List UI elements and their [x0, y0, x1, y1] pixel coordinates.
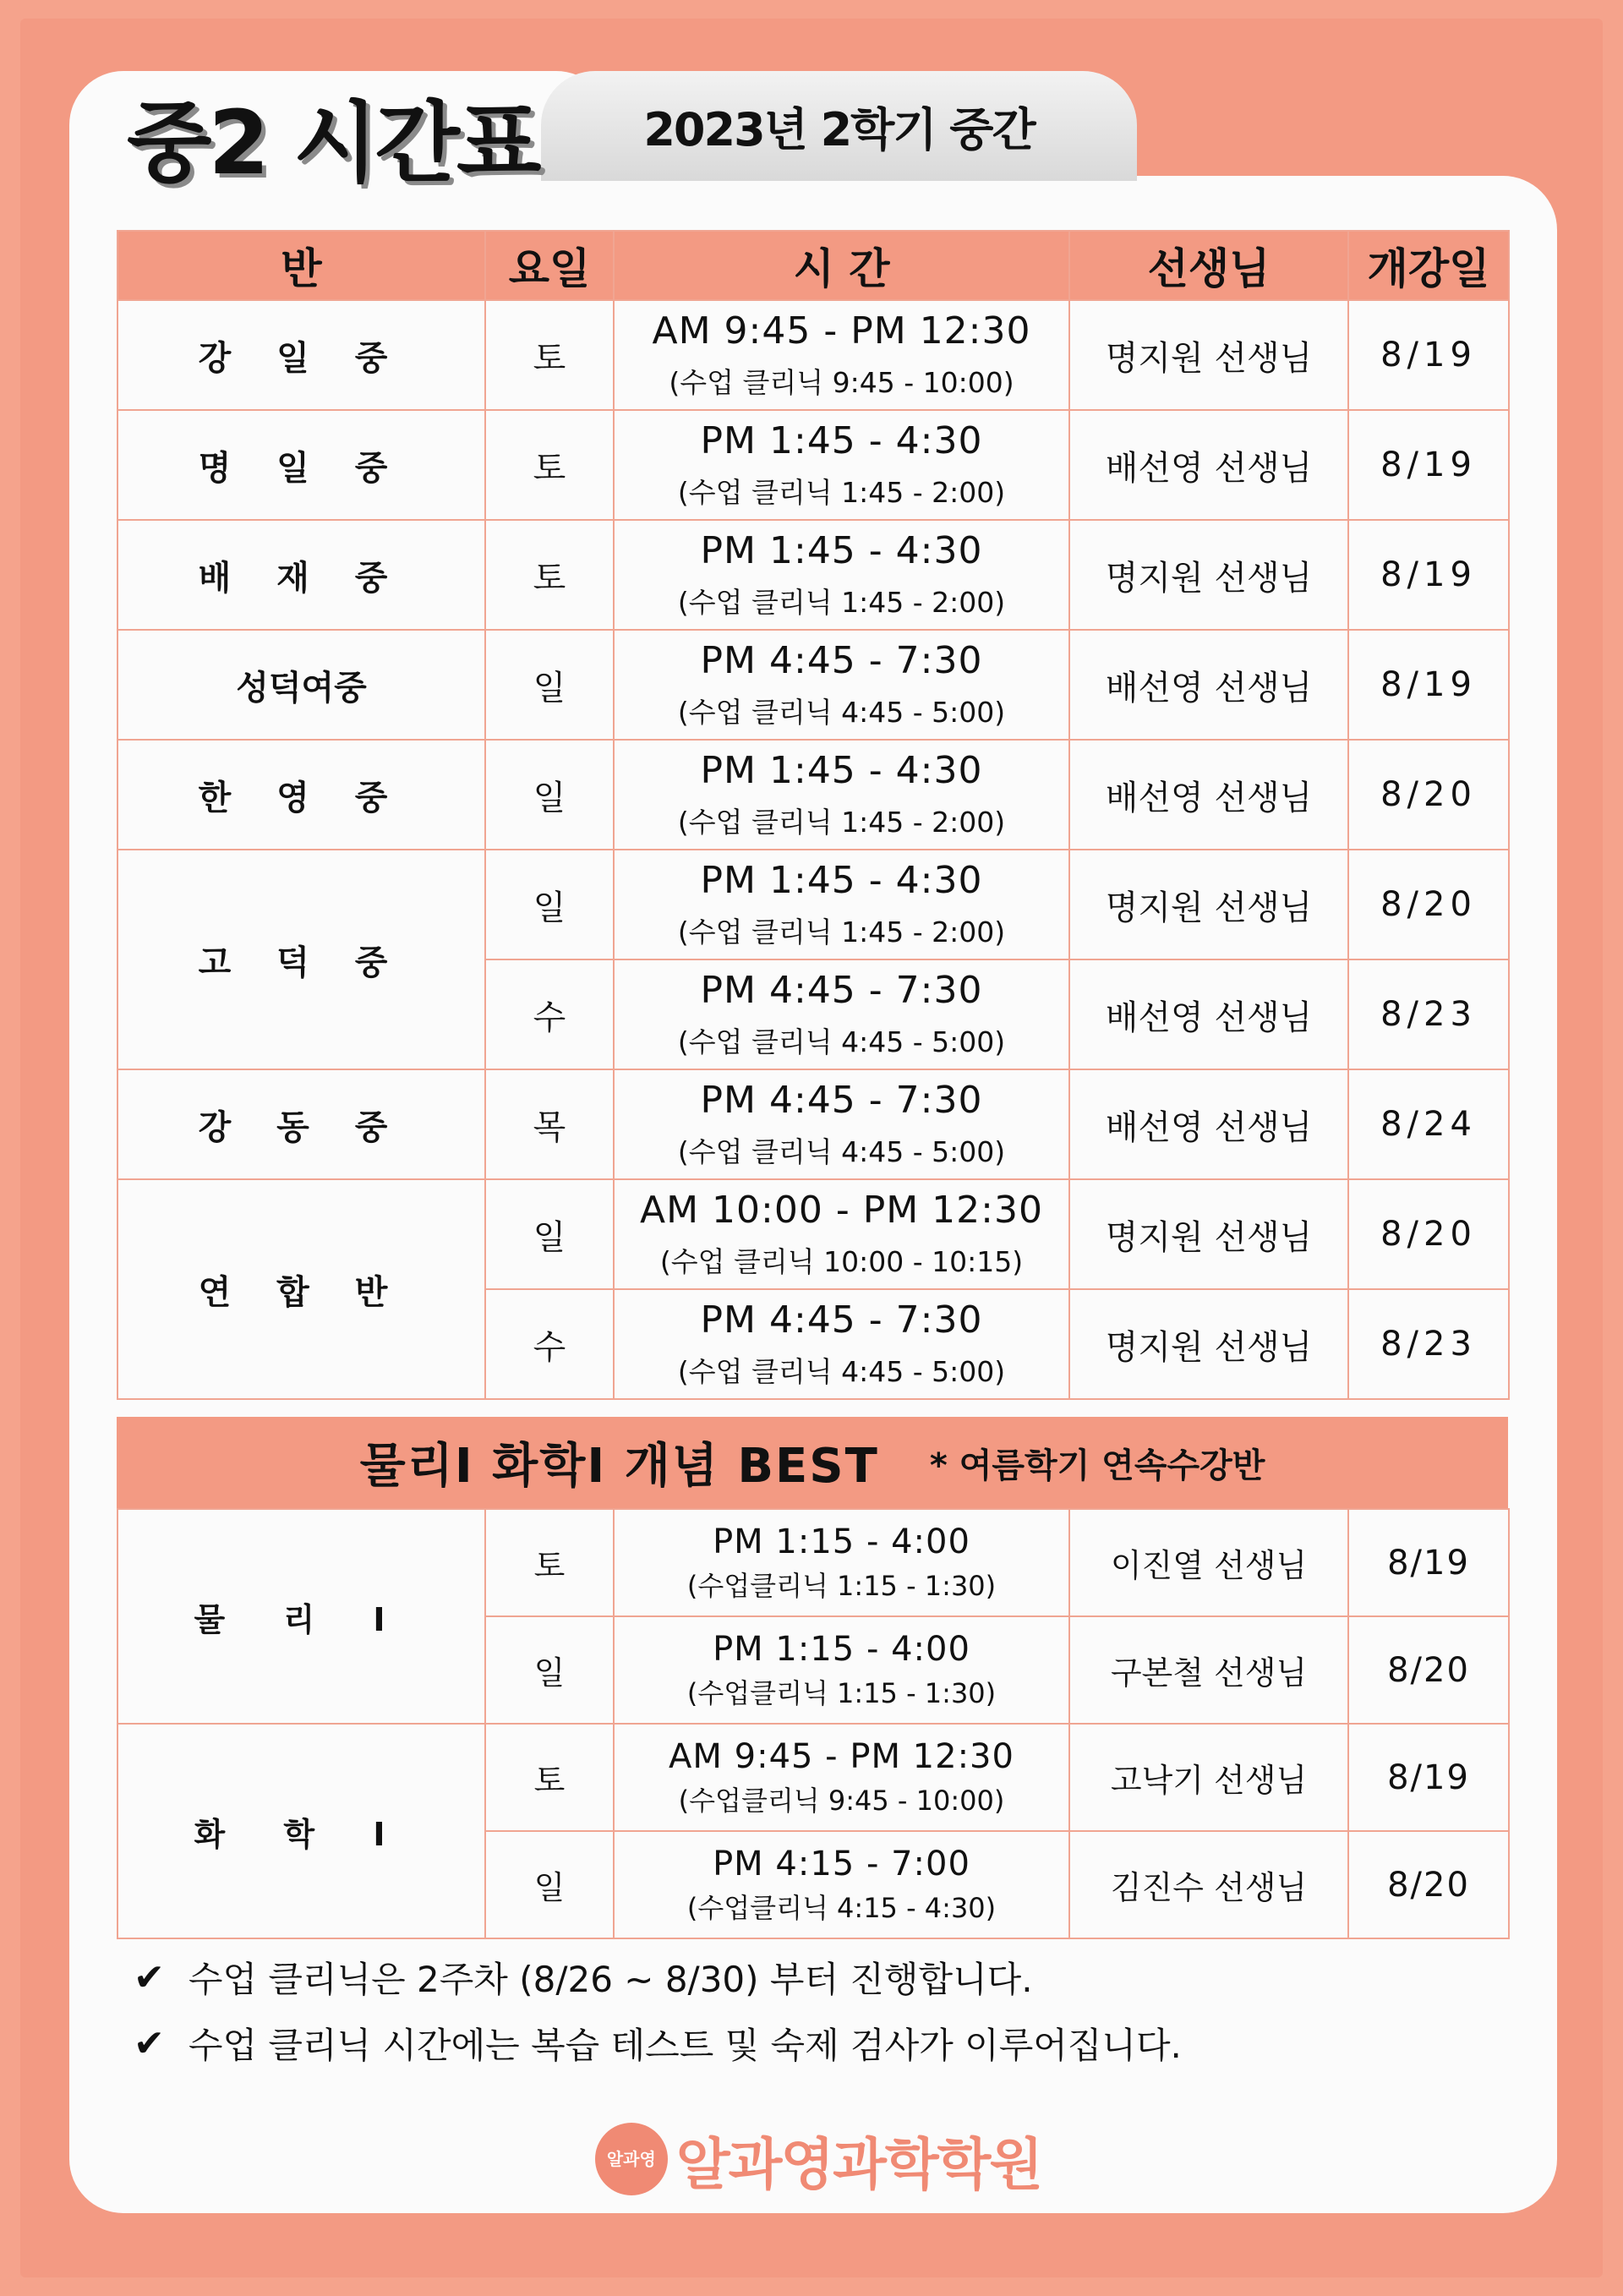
check-icon: ✔: [134, 1955, 165, 1999]
schedule-table: [117, 230, 1510, 1400]
teacher-cell: 고낙기 선생님: [1069, 1724, 1348, 1831]
school-name: 강 동 중: [117, 1069, 485, 1179]
clinic-time: (수업 클리닉 4:45 - 5:00): [677, 1135, 1006, 1168]
teacher-cell: 명지원 선생님: [1069, 850, 1348, 959]
clinic-time: (수업클리닉 4:15 - 4:30): [686, 1891, 997, 1924]
day-cell: 토: [485, 1724, 614, 1831]
clinic-time: (수업클리닉 9:45 - 10:00): [678, 1784, 1005, 1817]
school-name: 고 덕 중: [117, 850, 485, 1069]
start-date-cell: 8/19: [1348, 1509, 1509, 1616]
clinic-time: (수업 클리닉 1:45 - 2:00): [677, 476, 1006, 509]
table-row: [117, 1179, 1509, 1289]
clinic-time: (수업 클리닉 9:45 - 10:00): [669, 366, 1014, 399]
table-row: [117, 520, 1509, 630]
start-date-cell: 8/20: [1348, 1179, 1509, 1289]
check-icon: ✔: [134, 2021, 165, 2065]
table-row: [117, 1509, 1509, 1616]
teacher-cell: 배선영 선생님: [1069, 959, 1348, 1069]
day-cell: 목: [485, 1069, 614, 1179]
time-cell: [614, 1831, 1069, 1938]
subject-name: 화 학 Ⅰ: [117, 1724, 485, 1938]
clinic-time: (수업클리닉 1:15 - 1:30): [686, 1569, 997, 1602]
time-range: AM 10:00 - PM 12:30: [640, 1189, 1043, 1232]
teacher-cell: 배선영 선생님: [1069, 410, 1348, 520]
time-cell: [614, 1289, 1069, 1399]
start-date-cell: 8/19: [1348, 630, 1509, 740]
time-range: PM 1:45 - 4:30: [700, 419, 983, 462]
day-cell: 일: [485, 1831, 614, 1938]
time-cell: [614, 410, 1069, 520]
time-cell: [614, 1509, 1069, 1616]
page-title: 중2 시간표: [127, 91, 538, 194]
start-date-cell: 8/24: [1348, 1069, 1509, 1179]
time-range: PM 4:45 - 7:30: [700, 1079, 983, 1122]
day-cell: 토: [485, 1509, 614, 1616]
teacher-cell: 배선영 선생님: [1069, 630, 1348, 740]
time-cell: [614, 520, 1069, 630]
time-cell: [614, 1616, 1069, 1724]
col-start-date: 개강일: [1348, 231, 1509, 300]
teacher-cell: 배선영 선생님: [1069, 1069, 1348, 1179]
day-cell: 수: [485, 959, 614, 1069]
time-cell: [614, 1069, 1069, 1179]
clinic-time: (수업 클리닉 1:45 - 2:00): [677, 806, 1006, 839]
teacher-cell: 배선영 선생님: [1069, 740, 1348, 850]
time-cell: [614, 630, 1069, 740]
time-range: PM 1:15 - 4:00: [713, 1629, 970, 1669]
table-row: [117, 850, 1509, 959]
clinic-time: (수업 클리닉 1:45 - 2:00): [677, 916, 1006, 948]
time-range: AM 9:45 - PM 12:30: [669, 1736, 1014, 1776]
day-cell: 토: [485, 300, 614, 410]
teacher-cell: 명지원 선생님: [1069, 1179, 1348, 1289]
start-date-cell: 8/19: [1348, 520, 1509, 630]
start-date-cell: 8/19: [1348, 410, 1509, 520]
col-class: 반: [117, 231, 485, 300]
col-teacher: 선생님: [1069, 231, 1348, 300]
time-range: PM 4:45 - 7:30: [700, 969, 983, 1012]
teacher-cell: 명지원 선생님: [1069, 1289, 1348, 1399]
col-day: 요일: [485, 231, 614, 300]
clinic-time: (수업 클리닉 4:45 - 5:00): [677, 696, 1006, 729]
table-row: [117, 1724, 1509, 1831]
note-text: 수업 클리닉은 2주차 (8/26 ~ 8/30) 부터 진행합니다.: [188, 1959, 1033, 2000]
note-text: 수업 클리닉 시간에는 복습 테스트 및 숙제 검사가 이루어집니다.: [188, 2025, 1182, 2066]
time-cell: [614, 1179, 1069, 1289]
school-name: 강 일 중: [117, 300, 485, 410]
notes-list: [134, 1944, 1486, 2076]
day-cell: 일: [485, 1179, 614, 1289]
time-range: PM 4:45 - 7:30: [700, 639, 983, 682]
teacher-cell: 구본철 선생님: [1069, 1616, 1348, 1724]
clinic-time: (수업 클리닉 10:00 - 10:15): [659, 1245, 1024, 1278]
time-cell: [614, 1724, 1069, 1831]
best-section-header: [117, 1417, 1508, 1508]
seal-text: 알과영: [606, 2149, 656, 2169]
school-name: 연 합 반: [117, 1179, 485, 1399]
note-item: [134, 2010, 1486, 2076]
day-cell: 수: [485, 1289, 614, 1399]
start-date-cell: 8/19: [1348, 300, 1509, 410]
subject-name: 물 리 Ⅰ: [117, 1509, 485, 1724]
academy-logo: [565, 2117, 1072, 2201]
teacher-cell: 이진열 선생님: [1069, 1509, 1348, 1616]
clinic-time: (수업 클리닉 4:45 - 5:00): [677, 1025, 1006, 1058]
school-name: 한 영 중: [117, 740, 485, 850]
day-cell: 토: [485, 410, 614, 520]
header-row: [117, 231, 1509, 300]
time-range: PM 1:45 - 4:30: [700, 749, 983, 792]
time-range: PM 1:15 - 4:00: [713, 1522, 970, 1561]
table-row: [117, 410, 1509, 520]
day-cell: 일: [485, 740, 614, 850]
start-date-cell: 8/23: [1348, 959, 1509, 1069]
time-range: PM 4:45 - 7:30: [700, 1298, 983, 1342]
col-time: 시 간: [614, 231, 1069, 300]
table-row: [117, 1069, 1509, 1179]
clinic-time: (수업 클리닉 1:45 - 2:00): [677, 586, 1006, 619]
time-range: PM 4:15 - 7:00: [713, 1844, 970, 1883]
clinic-time: (수업 클리닉 4:45 - 5:00): [677, 1355, 1006, 1388]
teacher-cell: 김진수 선생님: [1069, 1831, 1348, 1938]
time-cell: [614, 740, 1069, 850]
day-cell: 일: [485, 1616, 614, 1724]
best-schedule-table: [117, 1508, 1510, 1939]
time-cell: [614, 300, 1069, 410]
teacher-cell: 명지원 선생님: [1069, 520, 1348, 630]
teacher-cell: 명지원 선생님: [1069, 300, 1348, 410]
start-date-cell: 8/20: [1348, 850, 1509, 959]
time-range: PM 1:45 - 4:30: [700, 859, 983, 902]
academy-seal-icon: [595, 2123, 668, 2195]
table-row: [117, 740, 1509, 850]
school-name: 성덕여중: [117, 630, 485, 740]
clinic-time: (수업클리닉 1:15 - 1:30): [686, 1676, 997, 1709]
academy-name: 알과영과학학원: [675, 2131, 1042, 2197]
day-cell: 일: [485, 630, 614, 740]
start-date-cell: 8/23: [1348, 1289, 1509, 1399]
table-row: [117, 630, 1509, 740]
best-section-note: * 여름학기 연속수강반: [929, 1446, 1265, 1485]
start-date-cell: 8/20: [1348, 1831, 1509, 1938]
start-date-cell: 8/20: [1348, 1616, 1509, 1724]
note-item: [134, 1944, 1486, 2010]
term-tab: 2023년 2학기 중간: [541, 71, 1137, 181]
best-section-title: 물리Ⅰ 화학Ⅰ 개념 BEST: [359, 1439, 879, 1494]
time-cell: [614, 959, 1069, 1069]
time-cell: [614, 850, 1069, 959]
day-cell: 토: [485, 520, 614, 630]
table-row: [117, 300, 1509, 410]
time-range: PM 1:45 - 4:30: [700, 529, 983, 572]
time-range: AM 9:45 - PM 12:30: [652, 309, 1031, 353]
school-name: 배 재 중: [117, 520, 485, 630]
day-cell: 일: [485, 850, 614, 959]
start-date-cell: 8/20: [1348, 740, 1509, 850]
school-name: 명 일 중: [117, 410, 485, 520]
start-date-cell: 8/19: [1348, 1724, 1509, 1831]
